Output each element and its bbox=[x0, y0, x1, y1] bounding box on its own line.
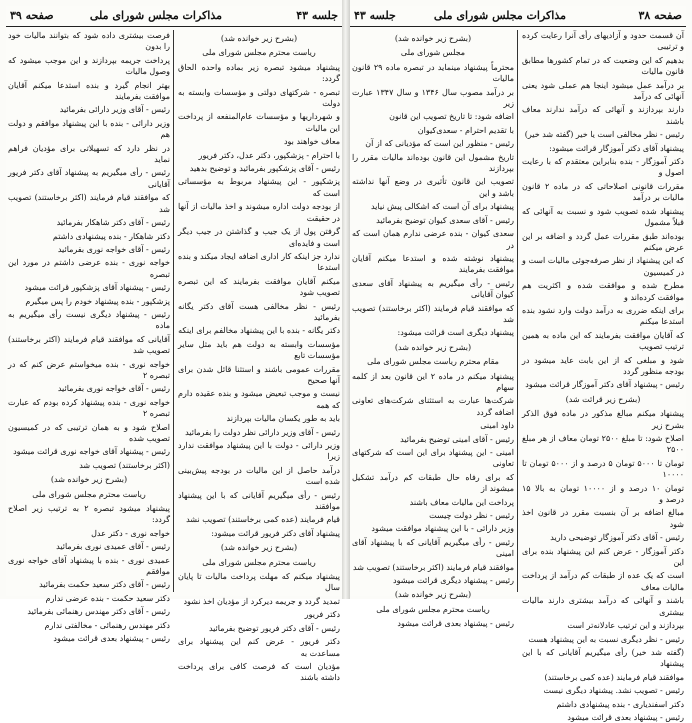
speaker-line: رئیس - آقای وزیر دارائی بفرمائید bbox=[59, 105, 170, 115]
left-page-title: مذاکرات مجلس شورای ملی bbox=[89, 9, 222, 22]
speaker-line: رئیس - منظور این است که مؤدیانی که از آن bbox=[365, 139, 514, 149]
right-page-title: مذاکرات مجلس شورای ملی bbox=[433, 9, 566, 22]
text-line: اضافه شود: تا تاریخ تصویب این قانون bbox=[389, 112, 514, 122]
speaker-line: رئیس - پیشنهاد بعدی قرائت میشود bbox=[397, 619, 514, 629]
text-line: تبصره - شرکتهای دولتی و مؤسسات وابسته به دولت bbox=[178, 87, 340, 109]
speaker-line: دکتر سعید حکمت - بنده عرضی ندارم bbox=[45, 593, 170, 603]
section-heading: ریاست محترم مجلس شورای ملی bbox=[376, 604, 490, 614]
text-line: که آقایان موافقت بفرمایند که این ماده به همین ترتیب تصویب bbox=[522, 330, 684, 352]
text-line: پرداخت این مالیات معاف باشند bbox=[409, 497, 514, 507]
text-line: آقایانی که موافقند قیام فرمایند (اکثر برخاستند) تصویب شد bbox=[8, 334, 170, 356]
section-heading: مجلس شورای ملی bbox=[400, 48, 466, 58]
speaker-line: رئیس - نظر دولت چیست bbox=[429, 511, 514, 521]
text-line: (اکثر برخاستند) تصویب شد bbox=[79, 460, 170, 470]
text-line: مبالغ اضافه بر آن بنسبت مقرر در قانون اخذ شود bbox=[522, 508, 684, 529]
speaker-line: رئیس - آقای امینی توضیح بفرمائید bbox=[400, 434, 514, 444]
section-heading: (بشرح زیر خوانده شد) bbox=[394, 342, 472, 352]
speaker-line: دکتر آموزگار - بنده بنابراین معتقدم که با رعایت اصول و bbox=[522, 157, 684, 178]
speaker-line: دکتر شاهکار - بنده پیشنهادی داشتم bbox=[52, 231, 170, 241]
speaker-line: رئیس - نظر دیگری نسبت به این پیشنهاد هست bbox=[528, 634, 684, 644]
text-line: تصویب این قانون تأثیری در وضع آنها نداشته باشد و این bbox=[352, 177, 514, 198]
right-page-column-left bbox=[352, 30, 515, 629]
text-line: باید به طور یکسان مالیات بپردازند bbox=[226, 414, 340, 424]
text-line: پیشنهاد میکنم مبالغ مذکور در ماده فوق الذکر بشرح زیر bbox=[522, 409, 684, 430]
speaker-line: رئیس - پیشنهاد آقای خواجه نوری قرائت میشود bbox=[13, 447, 170, 457]
section-heading: (بشرح زیر خوانده شد) bbox=[50, 475, 128, 485]
text-line: شود و مبلغی که از این بابت عاید میشود در بودجه منظور گردد bbox=[522, 355, 684, 376]
text-line: پیشنهاد دیگری است قرائت میشود: bbox=[397, 328, 514, 338]
text-line: و شهرداریها و مؤسسات عام‌المنفعه از پرداخت این مالیات bbox=[178, 112, 340, 133]
section-heading: (بشرح زیر خوانده شد) bbox=[220, 34, 298, 43]
text-line: در نظر دارد که تسهیلاتی برای مؤدیان فراهم نماید bbox=[8, 143, 170, 165]
signature-line: با تقدیم احترام - سعدی‌کیوان bbox=[417, 125, 514, 135]
speaker-line: رئیس - تصویب نشد. پیشنهاد دیگری نیست bbox=[543, 686, 684, 696]
speaker-line: رئیس - آقای خواجه نوری بفرمائید bbox=[57, 384, 170, 394]
speaker-line: رئیس - آقای دکتر آموزگار توضیحی دارید bbox=[550, 533, 684, 543]
text-line: مقررات عمومی باشند و استثنا قائل شدن برای آنها صحیح bbox=[178, 364, 340, 385]
speaker-line: پزشکپور - این پیشنهاد مربوط به مؤسساتی است که bbox=[178, 177, 340, 198]
text-line: که موافقند قیام فرمایند (اکثر برخاستند) تصویب شد bbox=[8, 193, 170, 214]
left-page-session: جلسه ۴۳ bbox=[296, 9, 338, 22]
speaker-line: دکتر یگانه - بنده با این پیشنهاد مخالفم برای اینکه bbox=[178, 326, 340, 336]
signature-line: دکتر فریور bbox=[304, 610, 340, 620]
speaker-line: رئیس - پیشنهاد دیگری قرائت میشود bbox=[393, 576, 514, 586]
text-line: بدهیم که این وضعیت که در تمام کشورها مطابق قانون مالیات bbox=[522, 55, 684, 77]
speaker-line: رئیس - آقای دکتر فریور توضیح بفرمائید bbox=[208, 623, 340, 633]
speaker-line: رئیس - پیشنهاد بعدی قرائت میشود bbox=[53, 634, 170, 644]
text-line: بپردازند و این ترتیب عادلانه‌تر است bbox=[567, 621, 684, 631]
text-line: پیشنهاد میشود تبصره ۲ به ترتیب زیر اصلاح گردد: bbox=[8, 504, 170, 525]
speaker-line: رئیس - رأی میگیریم به پیشنهاد آقای دکتر فریور آقایانی bbox=[8, 168, 170, 189]
text-line: محترماً پیشنهاد مینماید در تبصره ماده ۲۹ قانون مالیات bbox=[352, 62, 515, 84]
text-line: پیشنهاد آقای دکتر آموزگار قرائت میشود: bbox=[549, 143, 684, 153]
section-heading: ریاست محترم مجلس شورای ملی bbox=[32, 489, 146, 499]
column-divider bbox=[173, 30, 174, 592]
text-line: مؤسسات وابسته به دولت هم باید مثل سایر مؤسسات تابع bbox=[178, 339, 340, 361]
text-line: بوده‌اند طبق مقررات عمل گردد و اضافه بر این عرض میکنم bbox=[522, 231, 684, 252]
text-line: بهتر انجام گیرد و بنده استدعا میکنم آقایان موافقت بفرمایند bbox=[8, 80, 170, 102]
speaker-line: رئیس - رأی میگیریم به پیشنهاد آقای سعدی کیوان آقایانی bbox=[352, 278, 514, 300]
signature-line: خواجه نوری - دکتر عدل bbox=[91, 528, 170, 538]
speaker-line: رئیس - آقای دکتر مهندس رهنمائی بفرمائید bbox=[27, 607, 170, 617]
text-line: برای اینکه ضرری به درآمد دولت وارد نشود بنده استدعا میکنم bbox=[522, 305, 684, 327]
text-line: میکنم آقایان موافقت بفرمایند که این تبصره تصویب شود bbox=[178, 276, 340, 298]
text-line: باشند و آنهائی که درآمد بیشتری دارند مالیات بیشتری bbox=[522, 596, 684, 617]
speaker-line: رئیس - پیشنهاد آقای دکتر آموزگار قرائت میشود bbox=[525, 380, 684, 390]
signature-line: داود امینی bbox=[480, 421, 514, 431]
section-heading: (بشرح زیر خوانده شد) bbox=[394, 34, 472, 43]
text-line: پیشنهاد میکنم در ماده ۲ این قانون بعد از کلمه سهام bbox=[352, 371, 514, 392]
text-line: آن قسمت حدود و آزادیهای رأی آنرا رعایت کرده و ترتیبی bbox=[522, 31, 684, 52]
text-line: پیشنهاد شده تصویب شود و نسبت به آنهائی که قبلاً مشمول bbox=[522, 206, 684, 228]
text-line: تومان تا ۵۰۰۰ تومان ۵ درصد و از ۵۰۰۰ تومان تا ۱۰۰۰۰ bbox=[522, 458, 684, 480]
text-line: معاف خواهند بود bbox=[283, 137, 340, 147]
speaker-line: وزیر دارائی - بنده با این پیشنهاد موافقم و دولت هم bbox=[8, 118, 170, 140]
text-line: پیشنهاد برای آن است که اشکالی پیش نیاید bbox=[370, 202, 514, 212]
text-line: پیشنهاد میکنم که مهلت پرداخت مالیات تا پایان سال bbox=[178, 572, 340, 593]
text-line: تمدید گردد و جریمه دیرکرد از مؤدیان اخذ نشود bbox=[183, 596, 340, 606]
text-line: تومان ۱۰ درصد و از ۱۰۰۰۰ تومان به بالا ۱۵ درصد و bbox=[522, 483, 685, 505]
text-line: که این پیشنهاد از نظر صرفه‌جوئی مالیات است و در کمیسیون bbox=[522, 256, 684, 277]
speaker-line: رئیس - آقای خواجه نوری بفرمائید bbox=[57, 244, 170, 254]
text-line: درآمد حاصل از این مالیات در بودجه پیش‌بینی شده است bbox=[178, 465, 340, 487]
left-page-column-right bbox=[178, 30, 340, 683]
right-page bbox=[350, 6, 686, 722]
speaker-line: رئیس - آقای دکتر سعید حکمت بفرمائید bbox=[39, 580, 170, 590]
speaker-line: رئیس - پیشنهاد بعدی قرائت میشود bbox=[567, 712, 684, 722]
speaker-line: دکتر آموزگار - عرض کنم این پیشنهاد بنده برای این bbox=[522, 546, 684, 568]
section-heading: ریاست محترم مجلس شورای ملی bbox=[202, 557, 316, 567]
speaker-line: خواجه نوری - بنده پیشنهاد کرده بودم که عبارت تبصره ۲ bbox=[8, 397, 170, 419]
speaker-line: رئیس - نظر مخالفی هست آقای دکتر یگانه بفرمائید bbox=[178, 301, 340, 322]
speaker-line: عمیدی نوری - بنده با پیشنهاد آقای خواجه نوری موافقم bbox=[8, 555, 170, 577]
text-line: است که یک عده از طبقات کم درآمد از پرداخت مالیات معاف bbox=[522, 571, 684, 592]
text-line: موافقند قیام فرمایند (عده کمی برخاستند) bbox=[544, 672, 684, 682]
text-line: قیام فرمایند (عده کمی برخاستند) تصویب نشد bbox=[186, 515, 340, 525]
right-page-header bbox=[350, 6, 686, 27]
text-line: (گفته شد خیر) رأی میگیریم آقایانی که با این پیشنهاد bbox=[522, 647, 684, 669]
text-line: مؤدیان است که فرصت کافی برای پرداخت داشته باشند bbox=[178, 661, 340, 683]
section-heading: ریاست محترم مجلس شورای ملی bbox=[202, 48, 316, 58]
section-heading: (بشرح زیر خوانده شد) bbox=[220, 543, 298, 553]
text-line: پیشنهاد آقای دکتر فریور قرائت میشود: bbox=[211, 528, 340, 538]
text-line: اصلاح شود: تا مبلغ ۲۵۰۰ تومان معاف از هر مبلغ ۲۵۰۰ bbox=[522, 434, 684, 455]
speaker-line: خواجه نوری - بنده عرضی داشتم در مورد این تبصره bbox=[8, 258, 170, 279]
speaker-line: رئیس - پیشنهاد آقای پزشکپور قرائت میشود bbox=[24, 283, 170, 293]
speaker-line: رئیس - آقای عمیدی نوری بفرمائید bbox=[56, 542, 170, 552]
text-line: موافقند قیام فرمایند (اکثر برخاستند) تصویب شد bbox=[353, 562, 514, 572]
text-line: که موافقند قیام فرمایند (اکثر برخاستند) تصویب شد bbox=[352, 303, 514, 324]
left-page-column-left bbox=[8, 30, 170, 644]
speaker-line: پزشکپور - بنده پیشنهاد خودم را پس میگیرم bbox=[25, 296, 170, 306]
speaker-line: سعدی کیوان - بنده عرضی ندارم همان است که در bbox=[352, 229, 514, 250]
speaker-line: رئیس - رأی میگیریم آقایانی که با پیشنهاد آقای امینی bbox=[352, 537, 514, 559]
right-page-column-right bbox=[522, 30, 685, 722]
left-page-number: صفحه ۳۹ bbox=[10, 9, 54, 22]
right-page-session: جلسه ۴۳ bbox=[354, 9, 396, 22]
text-line: دارند بپردازند و آنهائی که درآمد ندارند معاف باشند bbox=[522, 105, 684, 126]
signature-line: با احترام - پزشکپور، دکتر عدل، دکتر فریور bbox=[198, 150, 340, 160]
text-line: پرداخت جریمه بپردازند و این موجب میشود که وصول مالیات bbox=[8, 55, 170, 77]
speaker-line: امینی - این پیشنهاد برای این است که شرکتهای تعاونی bbox=[352, 448, 514, 469]
speaker-line: رئیس - آقای وزیر دارائی نظر دولت را بفرمائید bbox=[185, 427, 340, 437]
text-line: که برای رفاه حال طبقات کم درآمد تشکیل میشوند از bbox=[352, 472, 514, 494]
left-page-header bbox=[6, 6, 342, 27]
speaker-line: وزیر دارائی - دولت با این پیشنهاد موافقت ندارد زیرا bbox=[178, 441, 340, 462]
left-page bbox=[6, 6, 342, 683]
text-line: فرصت بیشتری داده شود که بتوانند مالیات خود را بدون bbox=[8, 31, 170, 52]
text-line: شرکت‌ها عبارت به استثنای شرکت‌های تعاونی اضافه گردد bbox=[352, 396, 514, 417]
speaker-line: وزیر دارائی - با این پیشنهاد موافقت میشود bbox=[371, 524, 514, 534]
speaker-line: رئیس - رأی میگیریم آقایانی که با این پیشنهاد موافقند bbox=[178, 490, 340, 512]
speaker-line: دکتر اسفندیاری - بنده پیشنهادی داشتم bbox=[556, 699, 684, 709]
text-line: پیشنهاد نوشته شده و استدعا میکنم آقایان موافقت بفرمایند bbox=[352, 253, 514, 275]
section-heading: مقام محترم ریاست مجلس شورای ملی bbox=[367, 357, 499, 367]
speaker-line: رئیس - پیشنهاد دیگری نیست رأی میگیریم به ماده bbox=[8, 309, 170, 331]
text-line: مطرح شده و موافقت شده و اکثریت هم موافقت کرده‌اند و bbox=[522, 281, 684, 302]
speaker-line: دکتر فریور - عرض کنم این پیشنهاد برای مساعدت به bbox=[178, 637, 340, 658]
speaker-line: رئیس - آقای سعدی کیوان توضیح بفرمائید bbox=[376, 215, 514, 225]
text-line: نیست و موجب تبعیض میشود و بنده عقیده دارم که همه bbox=[178, 389, 340, 410]
speaker-line: دکتر مهندس رهنمائی - مخالفتی ندارم bbox=[44, 620, 170, 630]
speaker-line: رئیس - نظر مخالفی است یا خیر (گفته شد خیر) bbox=[524, 130, 684, 140]
text-line: بر درآمد عمل میشود اینجا هم عملی شود یعنی آنهائی که درآمد bbox=[522, 80, 684, 102]
column-divider bbox=[517, 30, 518, 592]
speaker-line: رئیس - آقای دکتر شاهکار بفرمائید bbox=[56, 218, 170, 228]
text-line: پیشنهاد میشود تبصره زیر بماده واحده الحاق گردد: bbox=[178, 62, 340, 84]
text-line: اصلاح شود و به همان ترتیبی که در کمیسیون تصویب شده bbox=[8, 422, 170, 443]
text-line: مقررات قانونی اصلاحاتی که در ماده ۲ قانون مالیات بر درآمد bbox=[522, 181, 684, 203]
text-line: بر درآمد مصوب سال ۱۳۴۶ و سال ۱۳۴۷ عبارت زیر bbox=[352, 87, 514, 109]
speaker-line: خواجه نوری - بنده میخواستم عرض کنم که در تبصره ۲ bbox=[8, 359, 170, 380]
right-page-number: صفحه ۳۸ bbox=[638, 9, 682, 22]
book-gutter bbox=[342, 0, 350, 599]
text-line: ندارد جز اینکه کار اداری اضافه ایجاد میکند و بنده استدعا bbox=[178, 251, 340, 273]
text-line: گرفتن پول از یک جیب و گذاشتن در جیب دیگر است و فایده‌ای bbox=[178, 227, 340, 248]
section-heading: (بشرح زیر قرائت شد) bbox=[565, 394, 641, 404]
text-line: از بودجه دولت اداره میشوند و اخذ مالیات از آنها در حقیقت bbox=[178, 202, 340, 223]
speaker-line: رئیس - آقای پزشکپور بفرمائید و توضیح بدهید bbox=[189, 164, 340, 174]
section-heading: (بشرح زیر خوانده شد) bbox=[394, 590, 472, 600]
text-line: تاریخ مشمول این قانون بوده‌اند مالیات مقرر را بپردازند bbox=[352, 152, 514, 174]
